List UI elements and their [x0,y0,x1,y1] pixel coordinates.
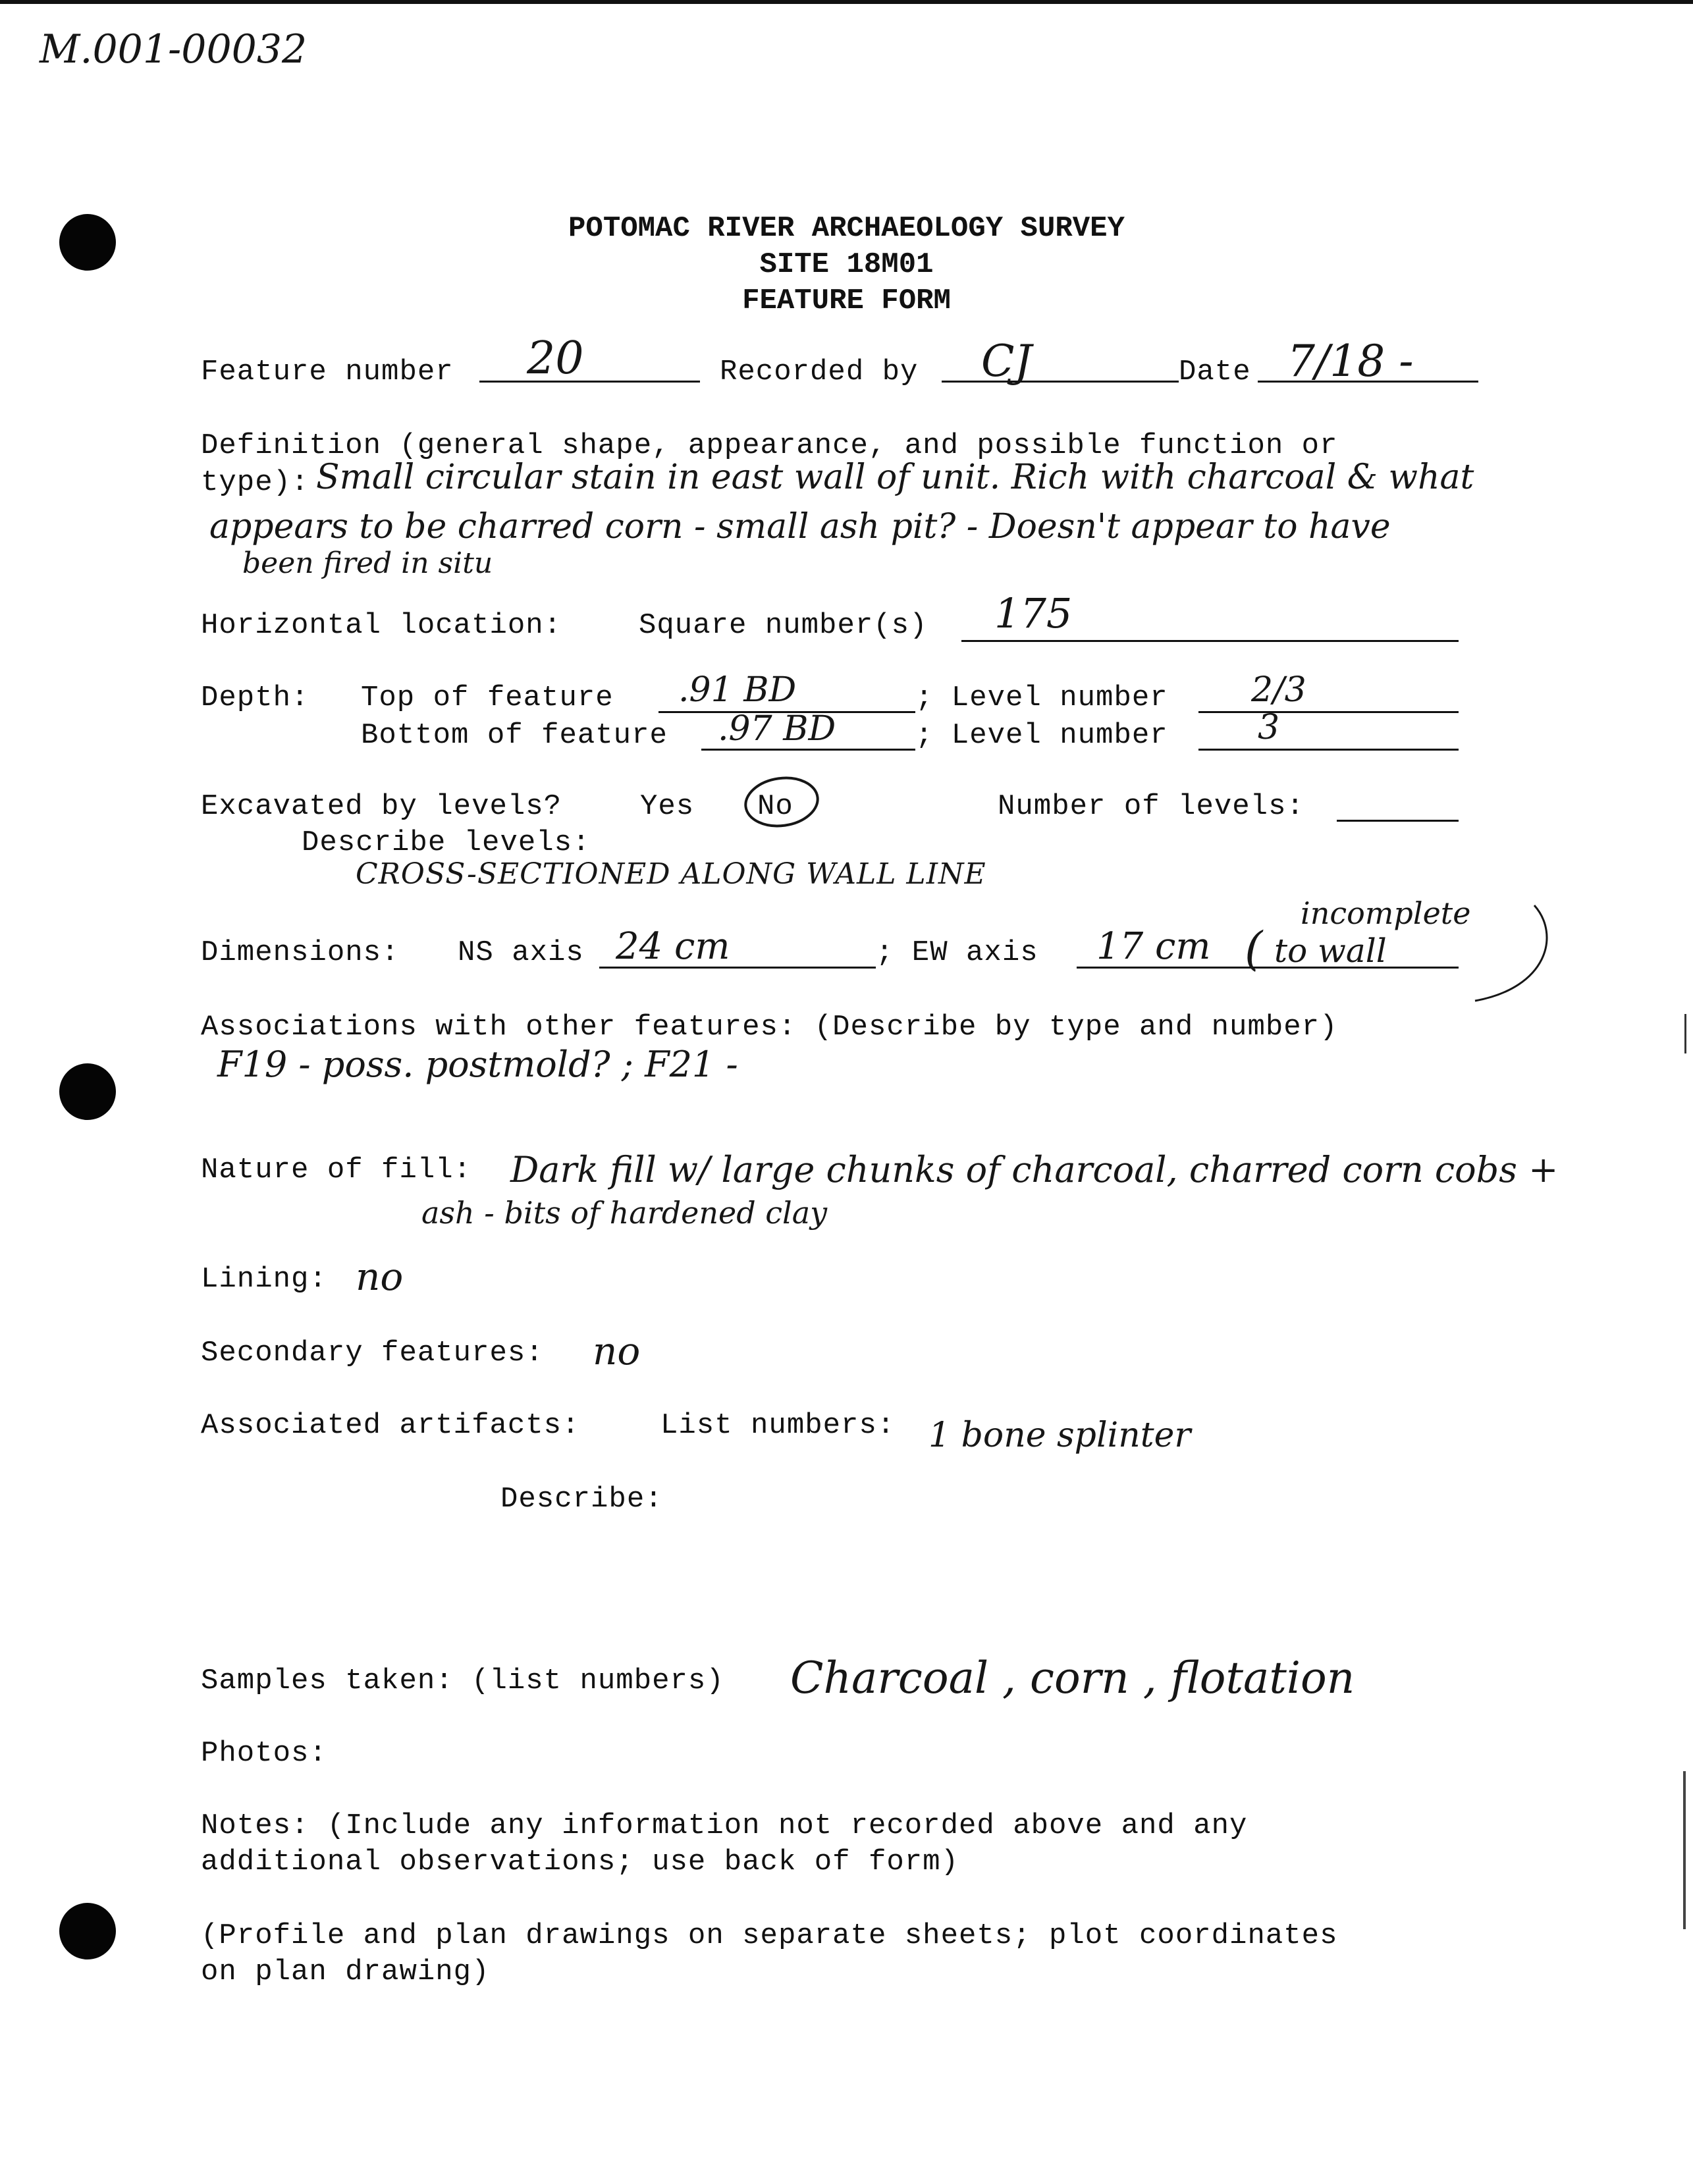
square-numbers-line [961,640,1459,642]
describe-levels-value: CROSS-SECTIONED ALONG WALL LINE [356,857,986,891]
samples-taken-label: Samples taken: (list numbers) [201,1665,724,1697]
bottom-level-number-value: 3 [1258,708,1280,747]
dimensions-label: Dimensions: [201,936,400,969]
form-title-site: SITE 18M01 [759,248,934,281]
lining-label: Lining: [201,1263,327,1296]
profile-note-line2: on plan drawing) [201,1956,490,1988]
top-of-feature-value: .91 BD [678,670,797,710]
bottom-level-number-line [1198,749,1459,751]
associated-artifacts-label: Associated artifacts: [201,1409,580,1442]
ew-axis-note-bracket: ( [1245,922,1263,976]
page-top-border [0,0,1693,4]
top-of-feature-label: Top of feature [361,681,614,714]
nature-of-fill-label: Nature of fill: [201,1154,472,1186]
ew-axis-note-curve [1468,902,1561,1007]
recorded-by-value: CJ [981,336,1032,386]
describe-levels-label: Describe levels: [302,826,591,859]
definition-value-line1: Small circular stain in east wall of unit. Rich with charcoal & what [316,458,1474,497]
feature-number-label: Feature number [201,356,454,388]
secondary-features-value: no [593,1329,641,1373]
date-value: 7/18 - [1287,336,1414,386]
list-numbers-value: 1 bone splinter [928,1416,1191,1455]
bottom-of-feature-line [701,749,915,751]
list-numbers-label: List numbers: [660,1409,896,1442]
bottom-of-feature-label: Bottom of feature [361,719,668,752]
ew-axis-note-line1: incomplete [1301,895,1471,931]
definition-value-line2: appears to be charred corn - small ash pit? - Doesn't appear to have [209,507,1391,546]
ns-axis-value: 24 cm [616,925,730,968]
definition-label-type: type): [201,466,309,499]
nature-of-fill-value-line1: Dark fill w/ large chunks of charcoal, charred corn cobs + [510,1149,1559,1190]
definition-value-line3: been fired in situ [242,546,493,580]
recorded-by-label: Recorded by [720,356,919,388]
feature-number-line [479,381,700,383]
associations-value: F19 - poss. postmold? ; F21 - [217,1044,738,1085]
definition-label: Definition (general shape, appearance, and possible function or [201,429,1338,462]
profile-note-line1: (Profile and plan drawings on separate sheets; plot coordinates [201,1919,1338,1952]
ns-axis-label: NS axis [458,936,584,969]
top-level-number-value: 2/3 [1251,670,1306,710]
scan-edge-mark-lower [1683,1771,1686,1929]
recorded-by-line [942,381,1179,383]
excavated-by-levels-label: Excavated by levels? [201,790,562,823]
scan-edge-mark [1684,1014,1686,1053]
ew-axis-note-line2: to wall [1274,932,1387,970]
bottom-level-number-label: ; Level number [915,719,1168,752]
samples-taken-value: Charcoal , corn , flotation [790,1653,1355,1703]
secondary-features-label: Secondary features: [201,1337,544,1370]
form-title-feature-form: FEATURE FORM [742,284,951,317]
feature-number-value: 20 [527,333,584,385]
number-of-levels-label: Number of levels: [998,790,1304,823]
square-numbers-value: 175 [994,589,1073,637]
top-level-number-label: ; Level number [915,681,1168,714]
photos-label: Photos: [201,1737,327,1770]
depth-label: Depth: [201,681,309,714]
associations-label: Associations with other features: (Describe by type and number) [201,1011,1338,1044]
document-id-stamp: M.001-00032 [40,26,308,72]
lining-value: no [356,1254,404,1299]
notes-label-line2: additional observations; use back of form) [201,1846,959,1878]
binder-hole-middle [59,1063,116,1120]
square-numbers-label: Square number(s) [639,609,928,642]
excavated-no-option: No [757,790,793,823]
notes-label-line1: Notes: (Include any information not recorded above and any [201,1809,1248,1842]
no-circled-mark [741,770,826,830]
ew-axis-label: ; EW axis [876,936,1038,969]
binder-hole-bottom [59,1903,116,1959]
excavated-yes-option: Yes [640,790,695,823]
bottom-of-feature-value: .97 BD [718,709,836,749]
horizontal-location-label: Horizontal location: [201,609,562,642]
describe-label: Describe: [500,1483,663,1516]
top-level-number-line [1198,711,1459,713]
number-of-levels-line [1337,820,1459,822]
date-label: Date [1179,356,1251,388]
form-title-survey: POTOMAC RIVER ARCHAEOLOGY SURVEY [568,212,1125,245]
ew-axis-value: 17 cm [1096,925,1211,968]
nature-of-fill-value-line2: ash - bits of hardened clay [421,1195,828,1231]
